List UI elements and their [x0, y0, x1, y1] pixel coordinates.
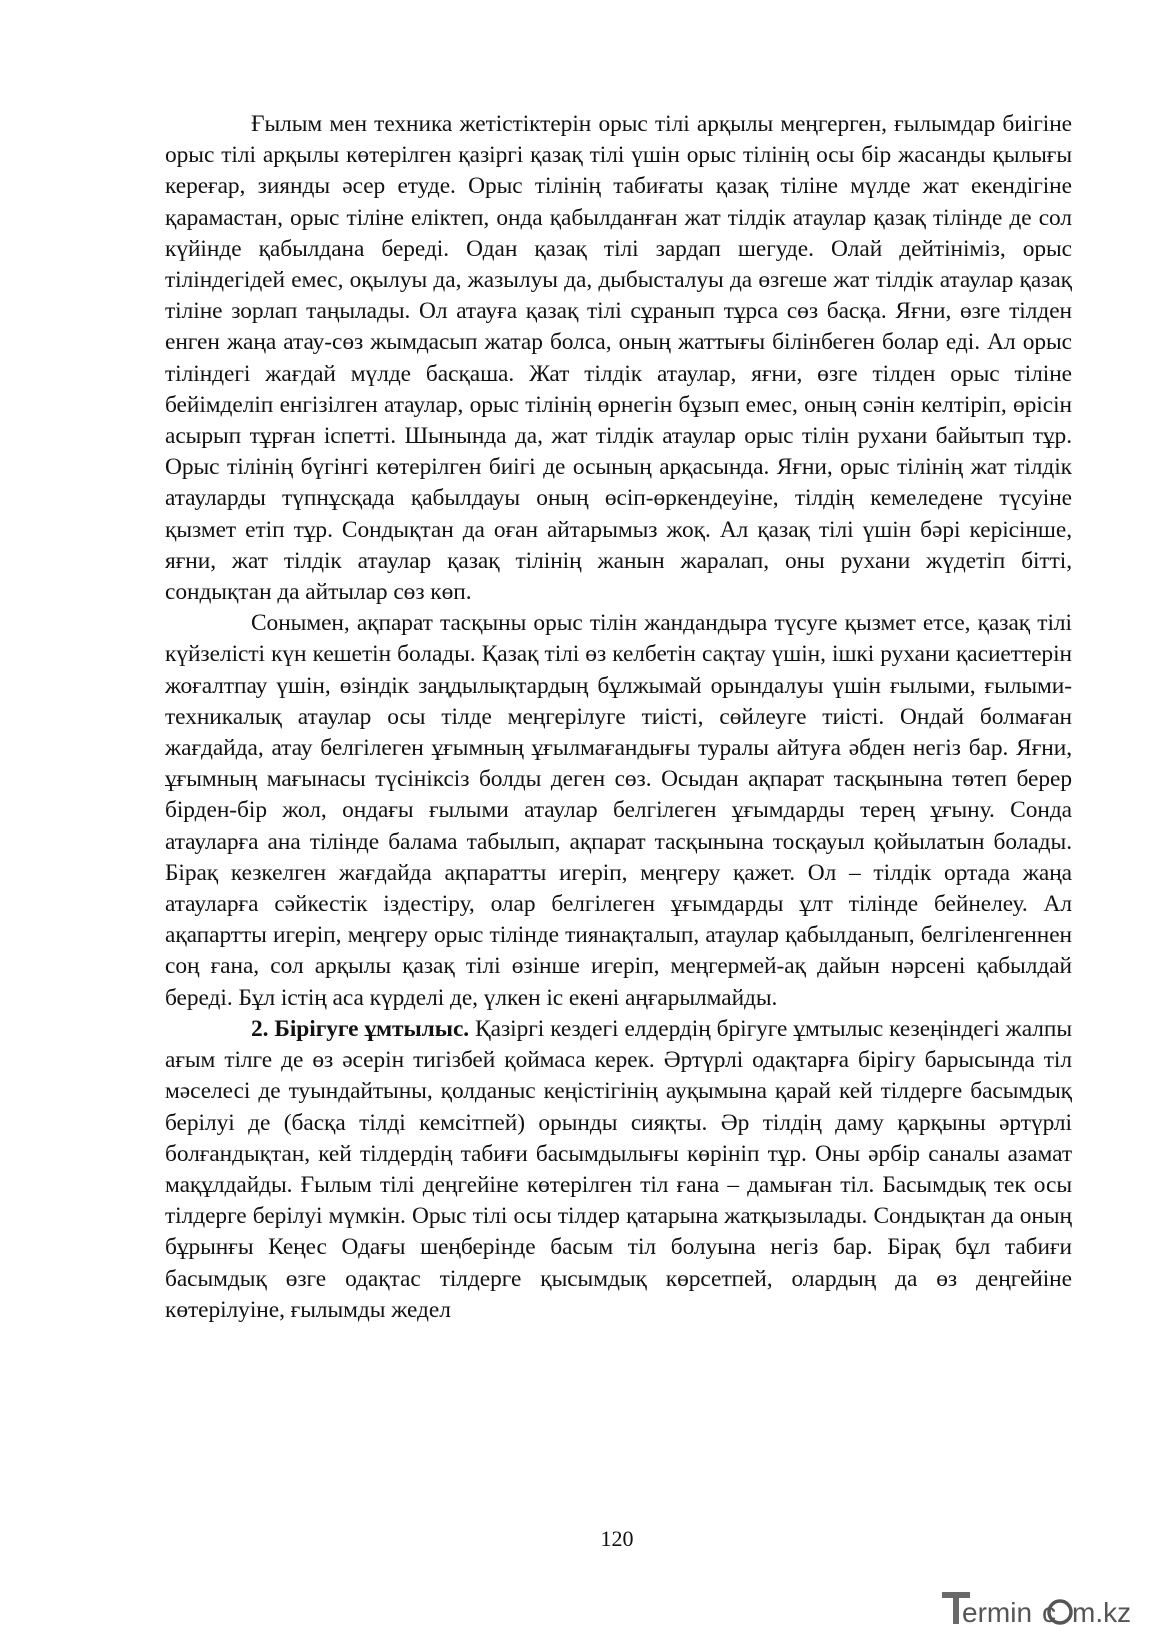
watermark-logo — [940, 1586, 1146, 1630]
paragraph-1: Ғылым мен техника жетістіктерін орыс тілі арқылы меңгерген, ғылымдар биігіне орыс тілі арқылы көтерілген қазіргі қазақ тілі үшін орыс тілінің осы бір жасанды қылығы кереғар, зиянды әсер етуде. Орыс тілінің табиғаты қазақ тіліне мүлде жат екендігіне қарамастан, орыс тіліне еліктеп, онда қабылданған жат тілдік атаулар қазақ тілінде де сол күйінде қабылдана береді. Одан қазақ тілі зардап шегуде. Олай дейтініміз, орыс тіліндегідей емес, оқылуы да, жазылуы да, дыбысталуы да өзгеше жат тілдік атаулар қазақ тіліне зорлап таңылады. Ол атауға қазақ тілі сұранып тұрса сөз басқа. Яғни, өзге тілден енген жаңа атау-сөз жымдасып жатар болса, оның жаттығы білінбеген болар еді. Ал орыс тіліндегі жағдай мүлде басқаша. Жат тілдік атаулар, яғни, өзге тілден орыс тіліне бейімделіп енгізілген атаулар, орыс тілінің өрнегін бұзып емес, оның сәнін келтіріп, өрісін асырып тұрған іспетті. Шынында да, жат тілдік атаулар орыс тілін рухани байытып тұр. Орыс тілінің бүгінгі көтерілген биігі де осының арқасында. Яғни, орыс тілінің жат тілдік атауларды түпнұсқада қабылдауы оның өсіп-өркендеуіне, тілдің кемеледене түсуіне қызмет етіп тұр. Сондықтан да оған айтарымыз жоқ. Ал қазақ тілі үшін бәрі керісінше, яғни, жат тілдік атаулар қазақ тілінің жанын жаралап, оны рухани жүдетіп бітті, сондықтан да айтылар сөз көп. — [165, 111, 1072, 606]
page-body — [165, 109, 1072, 1326]
svg-text:ermin: ermin — [962, 1597, 1033, 1628]
svg-text:m.kz: m.kz — [1072, 1597, 1132, 1628]
paragraph-3 — [165, 1014, 1072, 1326]
page-number: 120 — [600, 1526, 634, 1551]
svg-text:c: c — [1042, 1597, 1056, 1628]
paragraph-3-text: Қазіргі кездегі елдердің брігуге ұмтылыс кезеңіндегі жалпы ағым тілге де өз әсерін тигізбей қоймаса керек. Әртүрлі одақтарға бірігу барысында тіл мәселесі де туындайтыны, қолданыс кеңістігінің ауқымына қарай кей тілдерге басымдық берілуі де (басқа тілді кемсітпей) орынды сияқты. Әр тілдің даму қарқыны әртүрлі болғандықтан, кей тілдердің табиғи басымдылығы көрініп тұр. Оны әрбір саналы азамат мақұлдайды. Ғылым тілі деңгейіне көтерілген тіл ғана – дамыған тіл. Басымдық тек осы тілдерге берілуі мүмкін. Орыс тілі осы тілдер қатарына жатқызылады. Сондықтан да оның бұрынғы Кеңес Одағы шеңберінде басым тіл болуына негіз бар. Бірақ бұл табиғи басымдық өзге одақтас тілдерге қысымдық көрсетпей, олардың да өз деңгейіне көтерілуіне, ғылымды жедел — [165, 1015, 1072, 1323]
paragraph-2: Сонымен, ақпарат тасқыны орыс тілін жандандыра түсуге қызмет етсе, қазақ тілі күйзелісті күн кешетін болады. Қазақ тілі өз келбетін сақтау үшін, ішкі рухани қасиеттерін жоғалтпау үшін, өзіндік заңдылықтардың бұлжымай орындалуы үшін ғылыми, ғылыми-техникалық атаулар осы тілде меңгерілуге тиісті, сөйлеуге тиісті. Ондай болмаған жағдайда, атау белгілеген ұғымның ұғылмағандығы туралы айтуға әбден негіз бар. Яғни, ұғымның мағынасы түсініксіз болды деген сөз. Осыдан ақпарат тасқынына төтеп берер бірден-бір жол, ондағы ғылыми атаулар белгілеген ұғымдарды терең ұғыну. Сонда атауларға ана тілінде балама табылып, ақпарат тасқынына тосқауыл қойылатын болады. Бірақ кезкелген жағдайда ақпаратты игеріп, меңгеру қажет. Ол – тілдік ортада жаңа атауларға сәйкестік іздестіру, олар белгілеген ұғымдарды ұлт тілінде бейнелеу. Ал ақапартты игеріп, меңгеру орыс тілінде тиянақталып, атаулар қабылданып, белгіленгеннен соң ғана, сол арқылы қазақ тілі өзінше игеріп, меңгермей-ақ дайын нәрсені қабылдай береді. Бұл істің аса күрделі де, үлкен іс екені аңғарылмайды. — [165, 610, 1072, 1011]
section-heading: 2. Бірігуге ұмтылыс. — [251, 1015, 470, 1042]
termincom-logo-icon — [940, 1586, 1146, 1630]
